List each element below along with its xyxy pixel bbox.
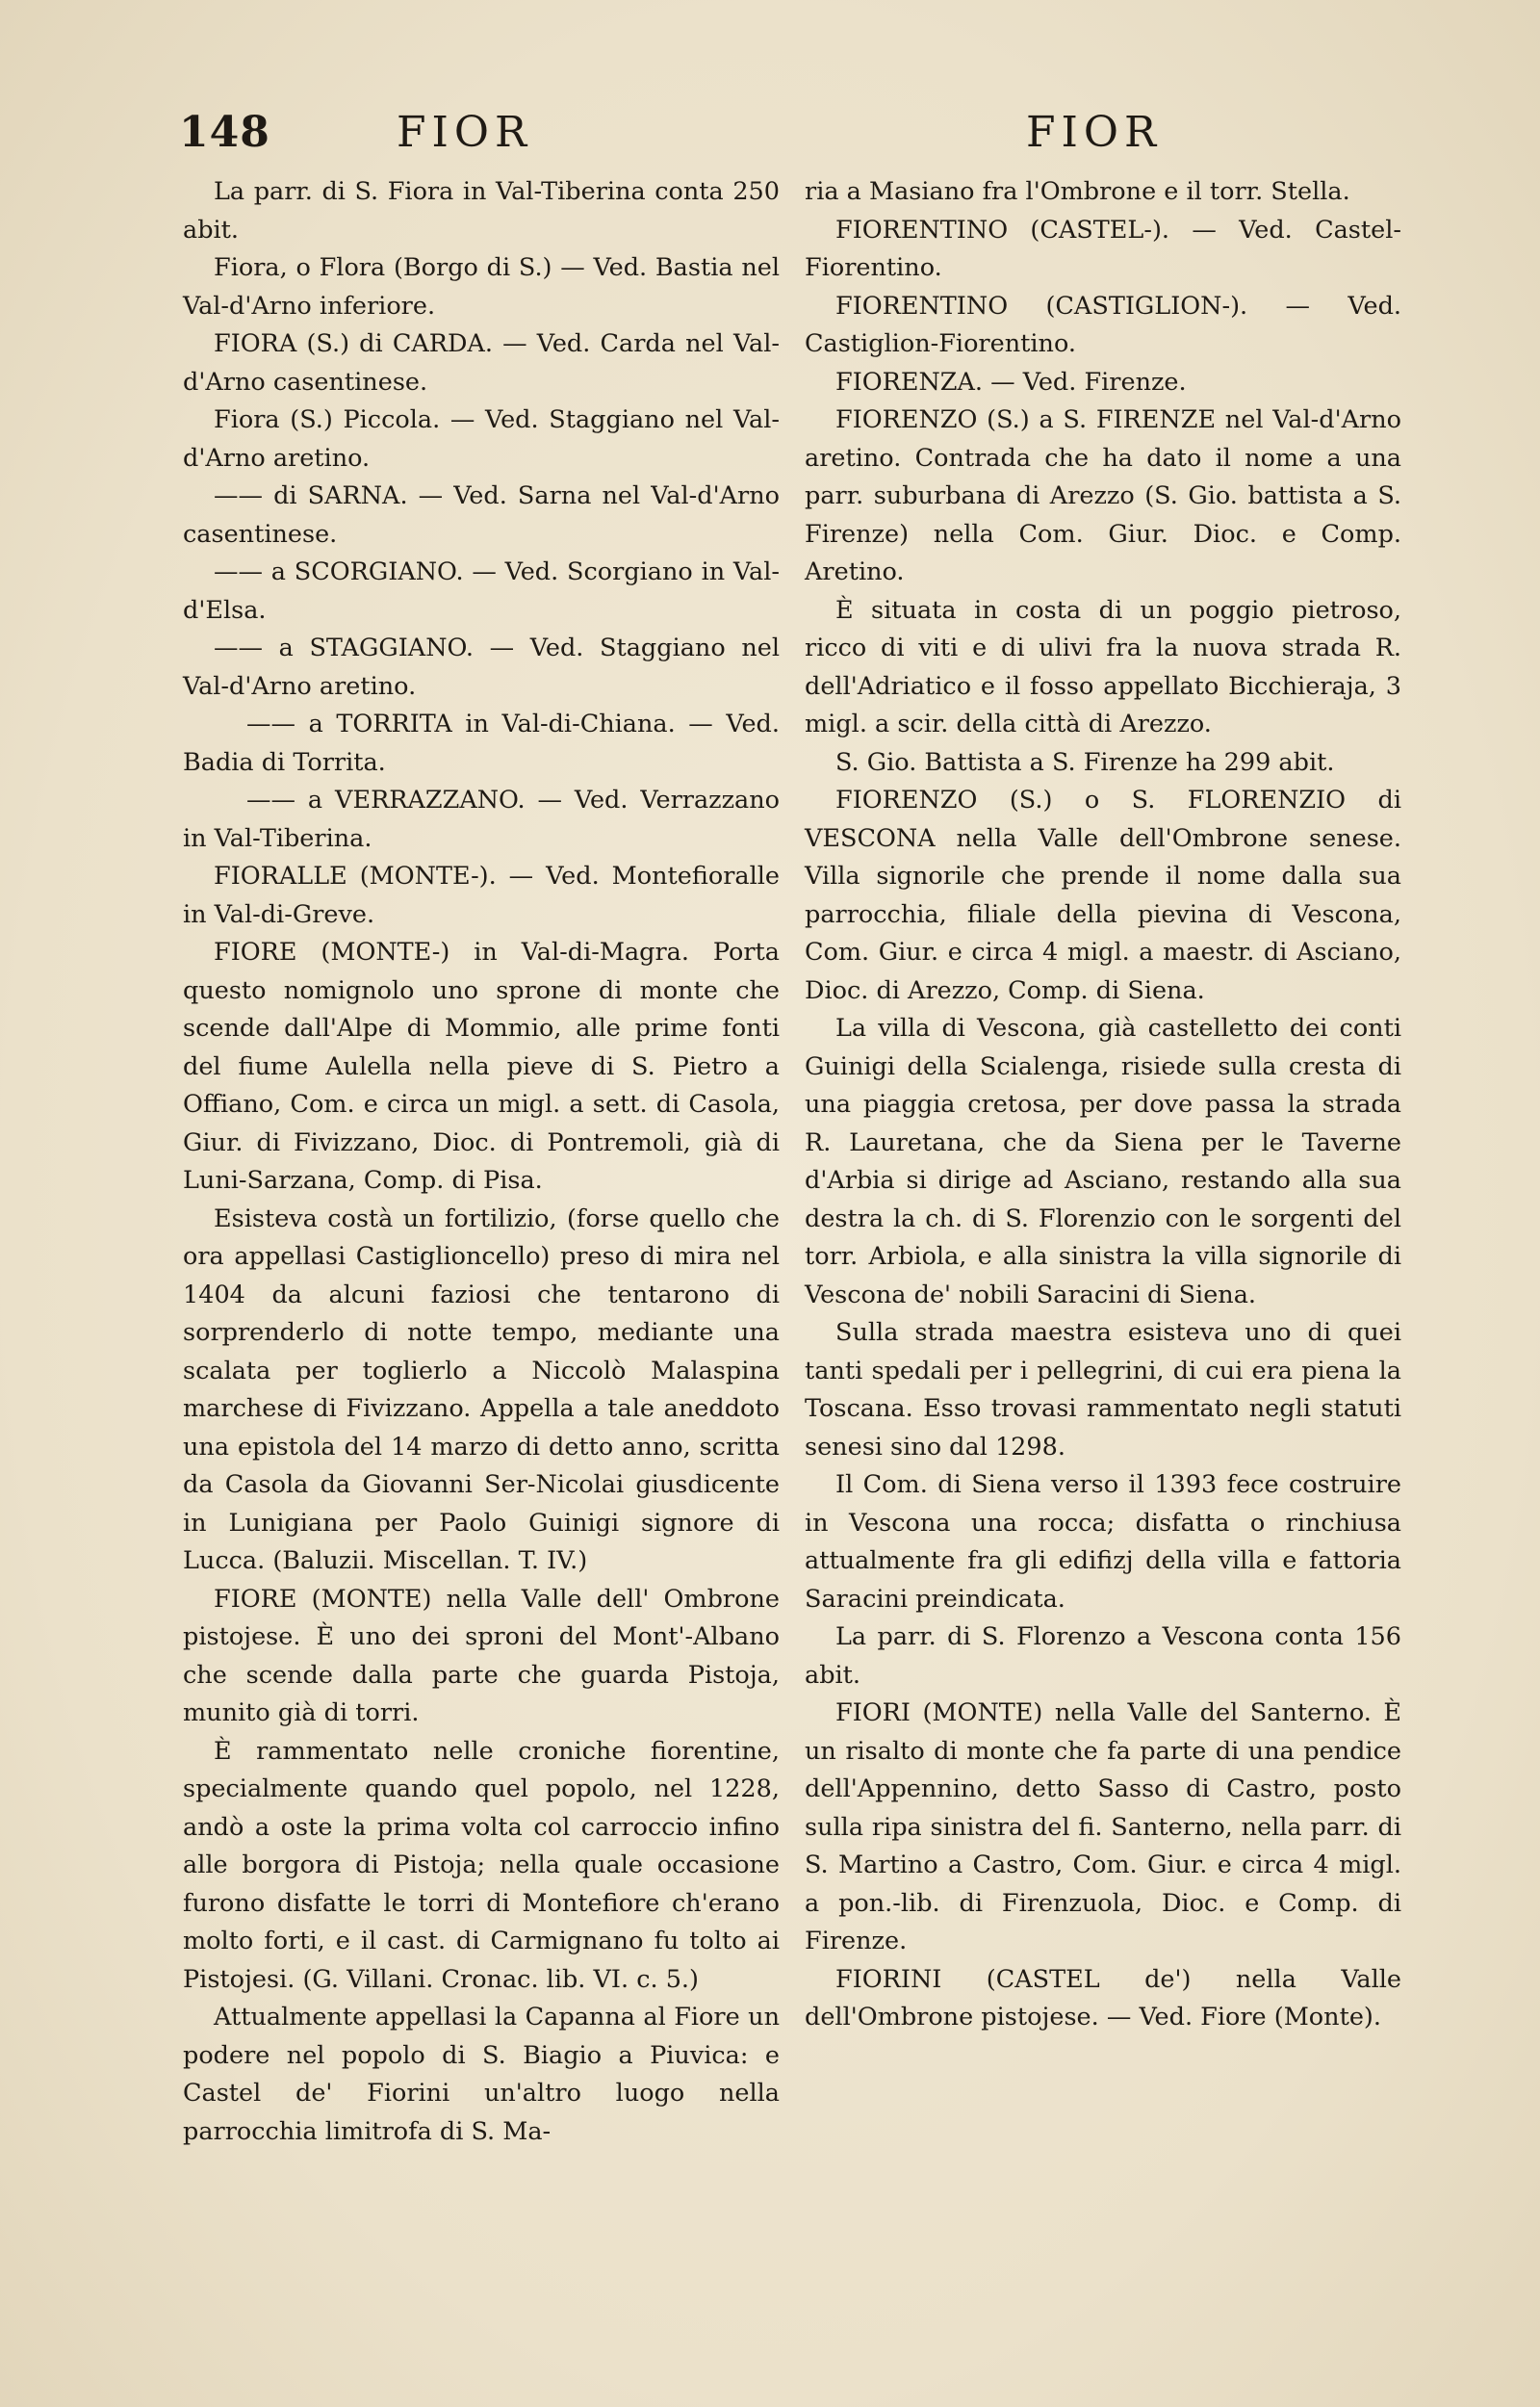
left-column <box>183 173 780 2151</box>
entry: —— a SCORGIANO. — Ved. Scorgiano in Val-d'Elsa. <box>183 557 780 625</box>
paragraph: Sulla strada maestra esisteva uno di quei tanti spedali per i pellegrini, di cui era piena la Toscana. Esso trovasi rammentato negli statuti senesi sino dal 1298. <box>805 1318 1401 1462</box>
entry: Fiora, o Flora (Borgo di S.) — Ved. Bastia nel Val-d'Arno inferiore. <box>183 253 780 321</box>
paragraph: ria a Masiano fra l'Ombrone e il torr. Stella. <box>805 177 1350 206</box>
entry: FIORENTINO (CASTIGLION-). — Ved. Castiglion-Fiorentino. <box>805 291 1401 358</box>
paragraph: Esisteva costà un fortilizio, (forse quello che ora appellasi Castiglioncello) preso di mira nel 1404 da alcuni faziosi che tentarono di sorprenderlo di notte tempo, mediante una scalata per toglierlo a Niccolò Malaspina marchese di Fivizzano. Appella a tale aneddoto una epistola del 14 marzo di detto anno, scritta da Casola da Giovanni Ser-Nicolai giusdicente in Lunigiana per Paolo Guinigi signore di Lucca. (Baluzii. Miscellan. T. IV.) <box>183 1204 780 1575</box>
headword-left: FIOR <box>397 108 533 157</box>
paragraph: La parr. di S. Fiora in Val-Tiberina conta 250 abit. <box>183 177 780 245</box>
entry: —— a TORRITA in Val-di-Chiana. — Ved. Badia di Torrita. <box>183 710 780 777</box>
paragraph: La parr. di S. Florenzo a Vescona conta 156 abit. <box>805 1622 1401 1690</box>
entry: FIORENZO (S.) o S. FLORENZIO di VESCONA nella Valle dell'Ombrone senese. Villa signorile che prende il nome dalla sua parrocchia, filiale della pievina di Vescona, Com. Giur. e circa 4 migl. a maestr. di Asciano, Dioc. di Arezzo, Comp. di Siena. <box>805 786 1401 1005</box>
paragraph: La villa di Vescona, già castelletto dei conti Guinigi della Scialenga, risiede sulla cresta di una piaggia cretosa, per dove passa la strada R. Lauretana, che da Siena per le Taverne d'Arbia si dirige ad Asciano, restando alla sua destra la ch. di S. Florenzio con le sorgenti del torr. Arbiola, e alla sinistra la villa signorile di Vescona de' nobili Saracini di Siena. <box>805 1014 1401 1309</box>
entry: FIORALLE (MONTE-). — Ved. Montefioralle in Val-di-Greve. <box>183 862 780 929</box>
entry: —— a VERRAZZANO. — Ved. Verrazzano in Val-Tiberina. <box>183 786 780 853</box>
page-number: 148 <box>179 108 270 157</box>
entry: FIORA (S.) di CARDA. — Ved. Carda nel Val-d'Arno casentinese. <box>183 329 780 397</box>
right-column <box>805 173 1401 2037</box>
paragraph: Attualmente appellasi la Capanna al Fiore un podere nel popolo di S. Biagio a Piuvica: e Castel de' Fiorini un'altro luogo nella parrocchia limitrofa di S. Ma- <box>183 2003 780 2146</box>
running-header <box>179 108 1440 166</box>
entry: FIORINI (CASTEL de') nella Valle dell'Ombrone pistojese. — Ved. Fiore (Monte). <box>805 1964 1401 2032</box>
entry: —— a STAGGIANO. — Ved. Staggiano nel Val-d'Arno aretino. <box>183 634 780 701</box>
paragraph: È rammentato nelle croniche fiorentine, specialmente quando quel popolo, nel 1228, andò a oste la prima volta col carroccio infino alle borgora di Pistoja; nella quale occasione furono disfatte le torri di Montefiore ch'erano molto forti, e il cast. di Carmignano fu tolto ai Pistojesi. (G. Villani. Cronac. lib. VI. c. 5.) <box>183 1736 780 1994</box>
entry: —— di SARNA. — Ved. Sarna nel Val-d'Arno casentinese. <box>183 481 780 549</box>
entry: FIORENTINO (CASTEL-). — Ved. Castel-Fiorentino. <box>805 215 1401 282</box>
entry: Fiora (S.) Piccola. — Ved. Staggiano nel Val-d'Arno aretino. <box>183 405 780 473</box>
paragraph: È situata in costa di un poggio pietroso, ricco di viti e di ulivi fra la nuova strada R. dell'Adriatico e il fosso appellato Bicchieraja, 3 migl. a scir. della città di Arezzo. <box>805 595 1401 738</box>
entry: FIORENZA. — Ved. Firenze. <box>835 367 1187 397</box>
paragraph: Il Com. di Siena verso il 1393 fece costruire in Vescona una rocca; disfatta o rinchiusa attualmente fra gli edifizj della villa e fattoria Saracini preindicata. <box>805 1470 1401 1614</box>
entry: FIORI (MONTE) nella Valle del Santerno. È un risalto di monte che fa parte di una pendice dell'Appennino, detto Sasso di Castro, posto sulla ripa sinistra del fi. Santerno, nella parr. di S. Martino a Castro, Com. Giur. e circa 4 migl. a pon.-lib. di Firenzuola, Dioc. e Comp. di Firenze. <box>805 1698 1401 1955</box>
entry: FIORE (MONTE) nella Valle dell' Ombrone pistojese. È uno dei sproni del Mont'-Albano che scende dalla parte che guarda Pistoja, munito già di torri. <box>183 1584 780 1727</box>
paragraph: S. Gio. Battista a S. Firenze ha 299 abit. <box>835 747 1335 777</box>
entry: FIORENZO (S.) a S. FIRENZE nel Val-d'Arno aretino. Contrada che ha dato il nome a una parr. suburbana di Arezzo (S. Gio. battista a S. Firenze) nella Com. Giur. Dioc. e Comp. Aretino. <box>805 405 1401 586</box>
entry: FIORE (MONTE-) in Val-di-Magra. Porta questo nomignolo uno sprone di monte che scende dall'Alpe di Mommio, alle prime fonti del fiume Aulella nella pieve di S. Pietro a Offiano, Com. e circa un migl. a sett. di Casola, Giur. di Fivizzano, Dioc. di Pontremoli, già di Luni-Sarzana, Comp. di Pisa. <box>183 938 780 1195</box>
headword-right: FIOR <box>1026 108 1163 157</box>
